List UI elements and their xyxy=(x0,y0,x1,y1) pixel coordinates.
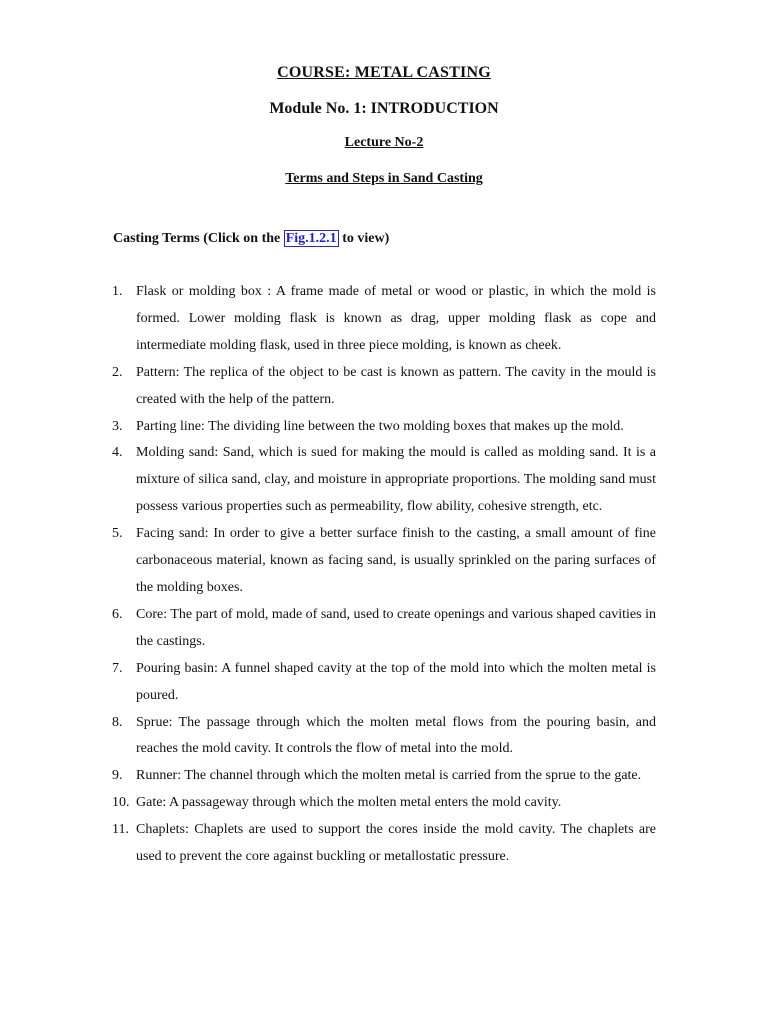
list-item xyxy=(112,656,656,710)
list-item-number: 7. xyxy=(112,660,123,676)
module-title: Module No. 1: INTRODUCTION xyxy=(269,100,499,117)
list-item-text: Flask or molding box : A frame made of metal or wood or plastic, in which the mold is formed. Lower molding flask is known as drag, upper molding flask as cope and intermediate molding flask, used in three piece molding, is known as cheek. xyxy=(136,284,656,353)
list-item xyxy=(112,602,656,656)
list-item xyxy=(112,710,656,764)
list-item-text: Parting line: The dividing line between the two molding boxes that makes up the mold. xyxy=(136,418,624,434)
list-item-number: 5. xyxy=(112,526,123,542)
list-item-number: 1. xyxy=(112,284,123,299)
list-item-number: 6. xyxy=(112,606,123,622)
casting-terms-list xyxy=(112,279,656,871)
list-item xyxy=(112,817,656,871)
casting-terms-heading-prefix: Casting Terms (Click on the xyxy=(113,231,284,246)
list-item-number: 10. xyxy=(112,795,130,811)
list-item xyxy=(112,521,656,602)
list-item xyxy=(112,414,656,441)
section-title: Terms and Steps in Sand Casting xyxy=(285,171,483,186)
list-item-number: 3. xyxy=(112,418,123,434)
casting-terms-heading xyxy=(113,231,389,247)
list-item-text: Runner: The channel through which the molten metal is carried from the sprue to the gate. xyxy=(136,768,642,784)
list-item-number: 2. xyxy=(112,364,123,380)
list-item-text: Core: The part of mold, made of sand, used to create openings and various shaped cavities in the castings. xyxy=(136,606,656,649)
list-item-text: Pattern: The replica of the object to be cast is known as pattern. The cavity in the mould is created with the help of the pattern. xyxy=(136,364,656,407)
list-item-text: Facing sand: In order to give a better surface finish to the casting, a small amount of fine carbonaceous material, known as facing sand, is usually sprinkled on the paring surfaces of the molding boxes. xyxy=(136,526,656,595)
list-item-number: 8. xyxy=(112,714,123,730)
list-item-number: 9. xyxy=(112,768,123,784)
list-item-text: Pouring basin: A funnel shaped cavity at the top of the mold into which the molten metal is poured. xyxy=(136,660,656,703)
list-item xyxy=(112,279,656,360)
list-item xyxy=(112,763,656,790)
list-item xyxy=(112,360,656,414)
lecture-title: Lecture No-2 xyxy=(344,135,424,150)
list-item-number: 11. xyxy=(112,822,129,838)
list-item-text: Chaplets: Chaplets are used to support the cores inside the mold cavity. The chaplets are used to prevent the core against buckling or metallostatic pressure. xyxy=(136,822,656,865)
casting-terms-heading-suffix: to view) xyxy=(338,231,390,246)
list-item-text: Molding sand: Sand, which is sued for making the mould is called as molding sand. It is a mixture of silica sand, clay, and moisture in appropriate proportions. The molding sand must possess various properties such as permeability, flow ability, cohesive strength, etc. xyxy=(136,445,656,515)
list-item-text: Sprue: The passage through which the molten metal flows from the pouring basin, and reaches the mold cavity. It controls the flow of metal into the mold. xyxy=(136,714,656,757)
list-item-number: 4. xyxy=(112,445,123,461)
list-item xyxy=(112,790,656,817)
list-item xyxy=(112,440,656,521)
figure-link[interactable]: Fig.1.2.1 xyxy=(285,231,337,246)
course-title: COURSE: METAL CASTING xyxy=(277,64,491,81)
list-item-text: Gate: A passageway through which the molten metal enters the mold cavity. xyxy=(136,795,562,811)
